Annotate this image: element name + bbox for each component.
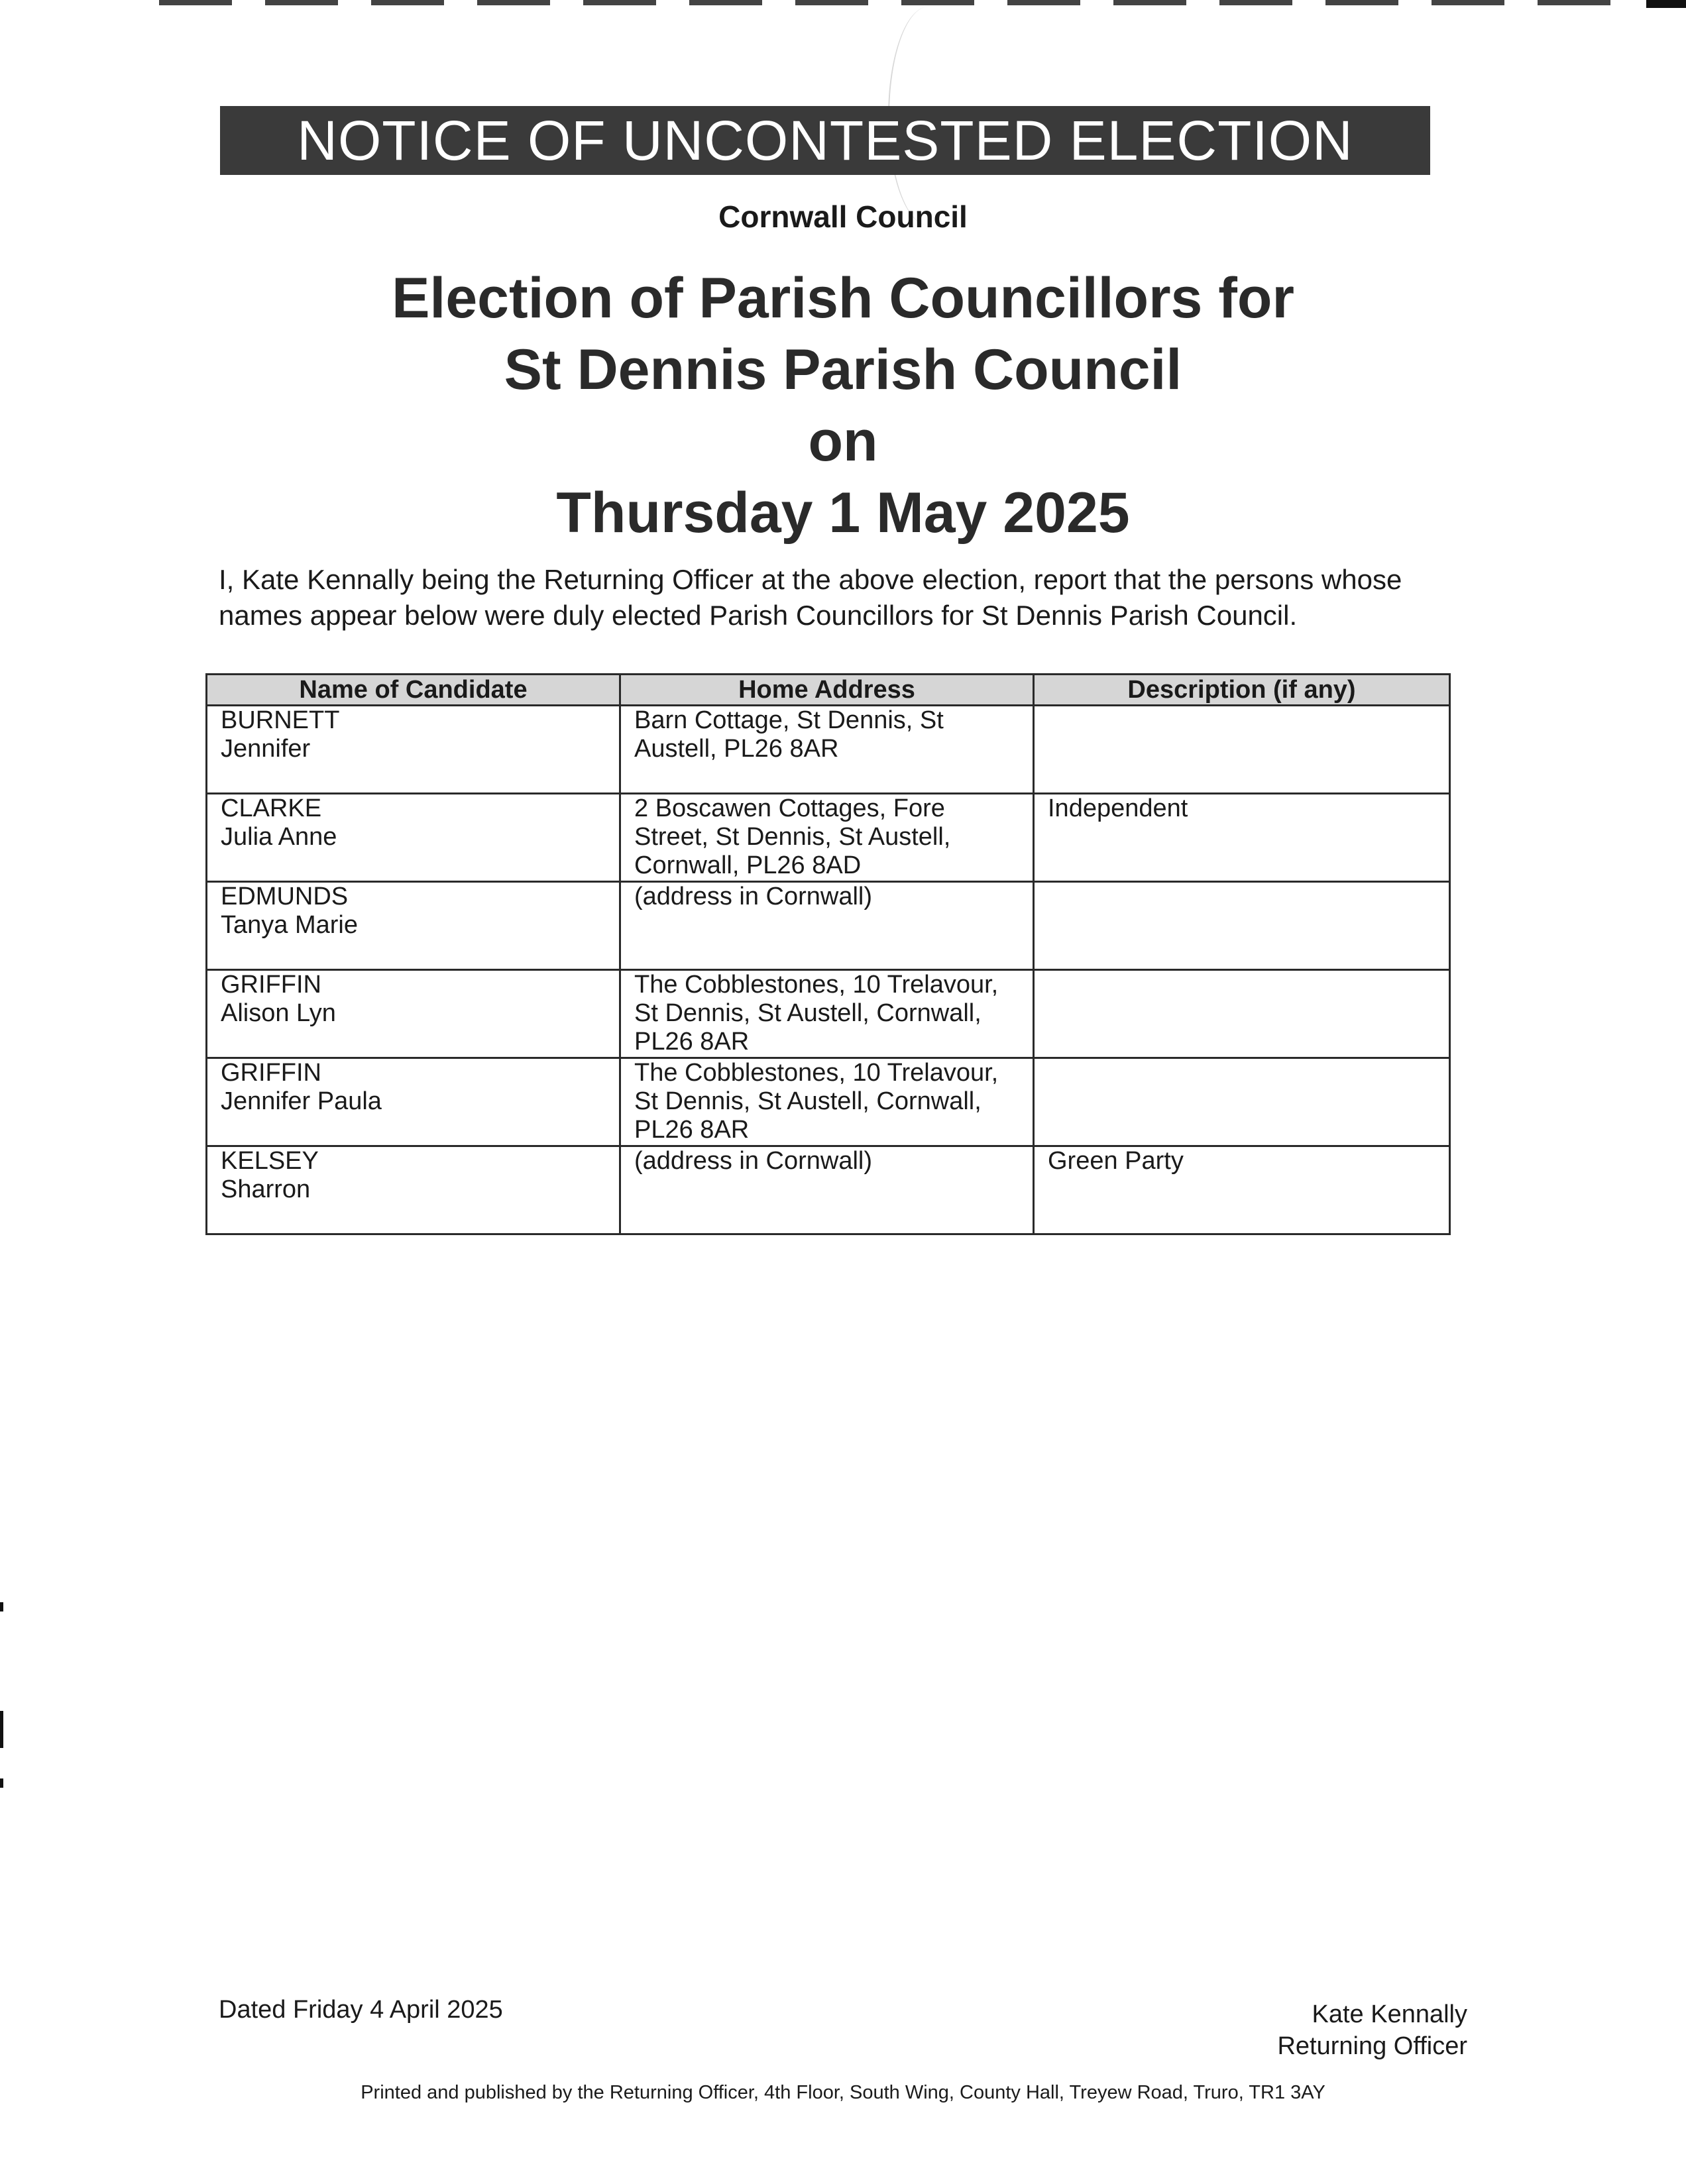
candidate-name-cell bbox=[207, 794, 620, 882]
column-header-name: Name of Candidate bbox=[207, 675, 620, 706]
notice-title: NOTICE OF UNCONTESTED ELECTION bbox=[297, 109, 1353, 172]
signatory-title: Returning Officer bbox=[1277, 2032, 1467, 2060]
candidate-address: 2 Boscawen Cottages, Fore Street, St Dennis, St Austell, Cornwall, PL26 8AD bbox=[620, 794, 1034, 882]
scan-margin-mark bbox=[0, 1602, 3, 1611]
imprint-line: Printed and published by the Returning Officer, 4th Floor, South Wing, County Hall, Treyew Road, Truro, TR1 3AY bbox=[361, 2082, 1325, 2103]
candidate-forenames: Alison Lyn bbox=[221, 999, 336, 1027]
candidate-forenames: Jennifer Paula bbox=[221, 1087, 382, 1115]
candidate-forenames: Tanya Marie bbox=[221, 911, 358, 939]
candidate-surname: GRIFFIN bbox=[221, 1059, 321, 1087]
candidate-description: Green Party bbox=[1034, 1146, 1450, 1234]
candidate-surname: EDMUNDS bbox=[221, 883, 349, 910]
notice-date: Dated Friday 4 April 2025 bbox=[219, 1996, 503, 2024]
candidate-surname: GRIFFIN bbox=[221, 971, 321, 999]
election-heading-line: St Dennis Parish Council bbox=[504, 338, 1182, 402]
candidate-name-cell bbox=[207, 1058, 620, 1146]
candidate-surname: BURNETT bbox=[221, 706, 340, 734]
candidate-name-cell bbox=[207, 970, 620, 1058]
election-heading-line: on bbox=[808, 410, 878, 473]
candidate-address: (address in Cornwall) bbox=[620, 882, 1034, 970]
candidate-name-cell bbox=[207, 706, 620, 794]
table-row bbox=[207, 706, 1450, 794]
table-row bbox=[207, 1146, 1450, 1234]
candidate-address: The Cobblestones, 10 Trelavour, St Dennis, St Austell, Cornwall, PL26 8AR bbox=[620, 970, 1034, 1058]
candidate-address: (address in Cornwall) bbox=[620, 1146, 1034, 1234]
candidate-description bbox=[1034, 706, 1450, 794]
table-row bbox=[207, 794, 1450, 882]
election-date: Thursday 1 May 2025 bbox=[556, 481, 1130, 545]
signatory-name: Kate Kennally bbox=[1312, 2000, 1467, 2028]
candidate-forenames: Julia Anne bbox=[221, 823, 337, 851]
table-row bbox=[207, 882, 1450, 970]
council-name: Cornwall Council bbox=[718, 199, 968, 234]
candidate-forenames: Sharron bbox=[221, 1175, 311, 1203]
scan-margin-mark bbox=[0, 1711, 3, 1748]
candidate-description: Independent bbox=[1034, 794, 1450, 882]
returning-officer-statement: I, Kate Kennally being the Returning Officer at the above election, report that the persons whose names appear below were duly elected Parish Councillors for St Dennis Parish Council. bbox=[219, 564, 1402, 631]
candidate-name-cell bbox=[207, 1146, 620, 1234]
candidate-surname: KELSEY bbox=[221, 1147, 319, 1175]
scan-edge-artifact bbox=[159, 0, 1644, 5]
election-heading bbox=[0, 262, 1686, 549]
table-row bbox=[207, 1058, 1450, 1146]
candidate-address: Barn Cottage, St Dennis, St Austell, PL26 8AR bbox=[620, 706, 1034, 794]
scan-margin-mark bbox=[0, 1778, 3, 1788]
signatory-block bbox=[1277, 1998, 1467, 2062]
candidate-forenames: Jennifer bbox=[221, 735, 311, 763]
column-header-description: Description (if any) bbox=[1034, 675, 1450, 706]
scan-corner-artifact bbox=[1646, 0, 1686, 8]
election-heading-line: Election of Parish Councillors for bbox=[392, 266, 1294, 330]
candidate-address: The Cobblestones, 10 Trelavour, St Dennis, St Austell, Cornwall, PL26 8AR bbox=[620, 1058, 1034, 1146]
elected-candidates-table bbox=[205, 673, 1451, 1235]
candidate-description bbox=[1034, 1058, 1450, 1146]
candidate-name-cell bbox=[207, 882, 620, 970]
table-row bbox=[207, 970, 1450, 1058]
candidate-description bbox=[1034, 882, 1450, 970]
candidate-description bbox=[1034, 970, 1450, 1058]
notice-banner bbox=[220, 106, 1430, 175]
candidate-surname: CLARKE bbox=[221, 794, 322, 822]
table-header-row bbox=[207, 675, 1450, 706]
column-header-address: Home Address bbox=[620, 675, 1034, 706]
